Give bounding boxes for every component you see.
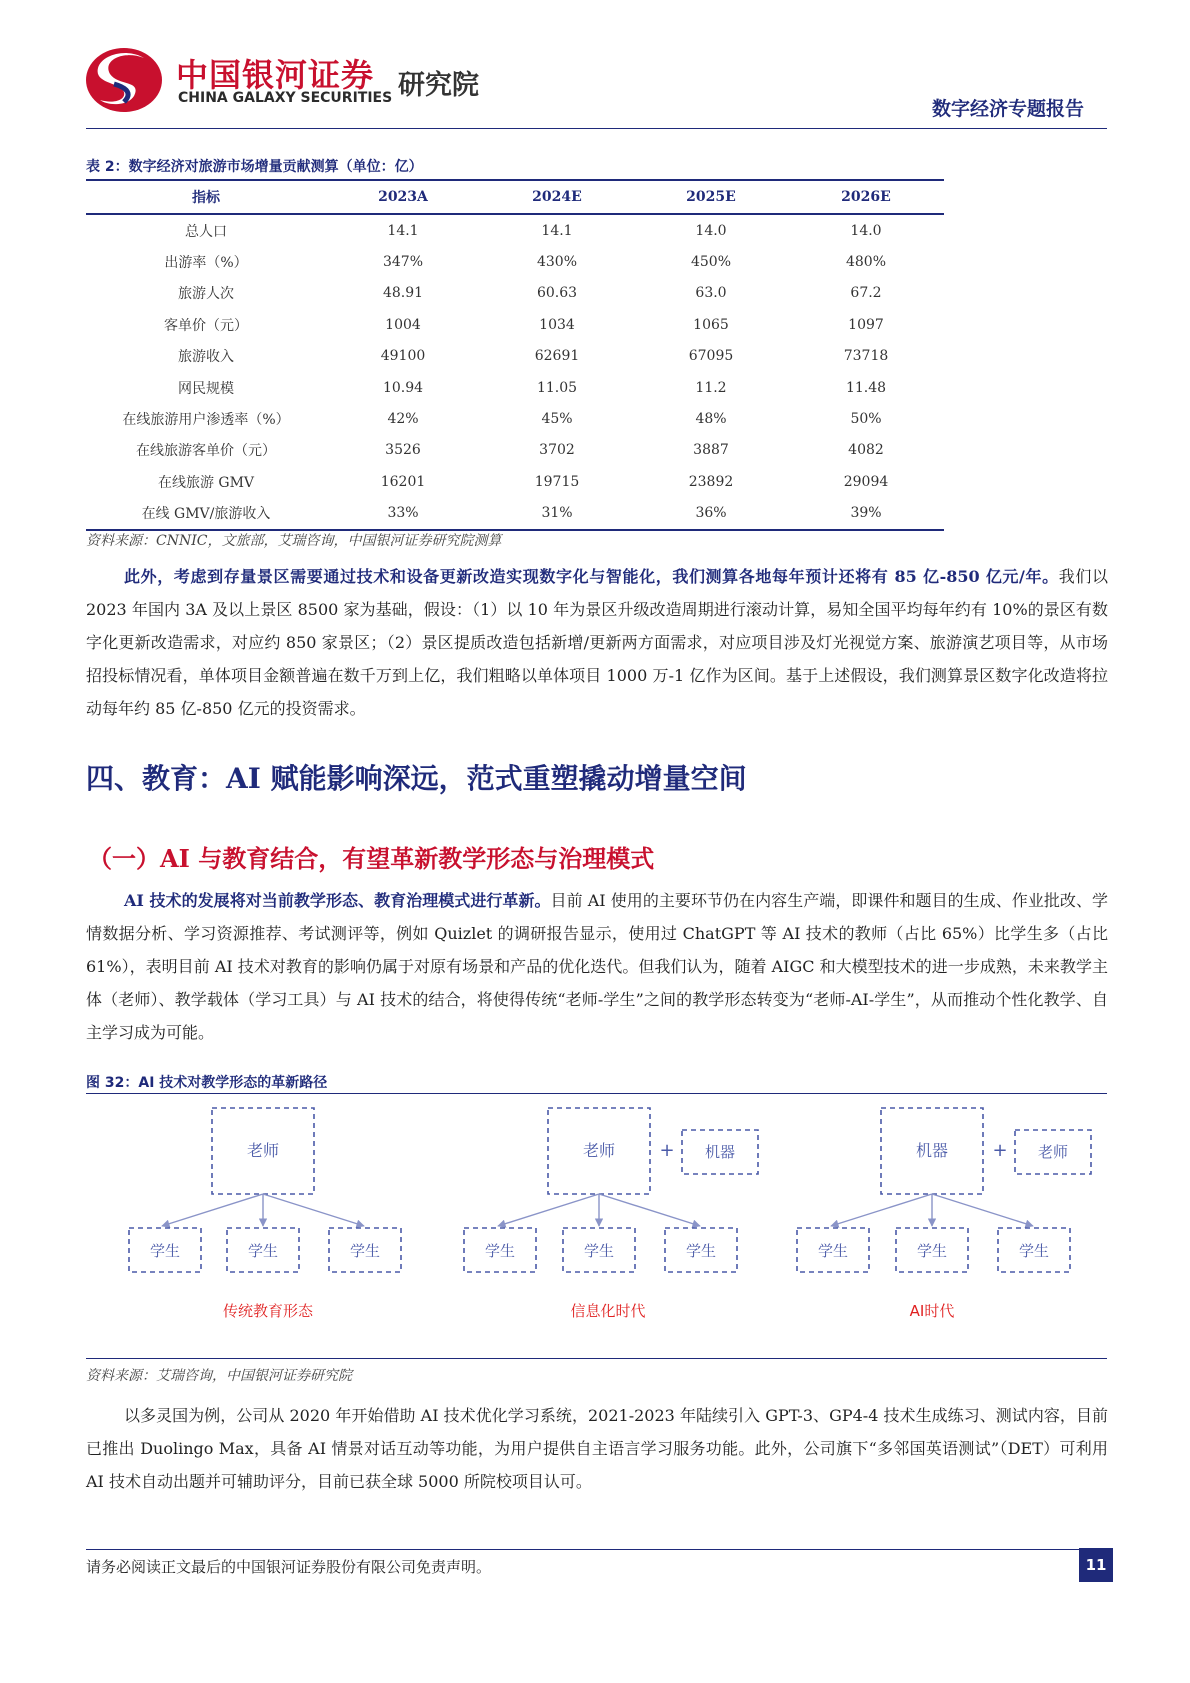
top-box-label: 机器 — [915, 1141, 949, 1160]
section-heading: 四、教育：AI 赋能影响深远，范式重塑撬动增量空间 — [86, 762, 747, 795]
connector-arrow — [932, 1194, 1033, 1226]
student-label: 学生 — [916, 1242, 948, 1260]
table-row — [86, 246, 944, 277]
page-number: 11 — [1079, 1548, 1113, 1582]
table-cell: 旅游人次 — [178, 286, 234, 303]
table-cell: 出游率（%） — [164, 255, 248, 272]
table-cell: 19715 — [534, 473, 580, 490]
table-cell: 在线旅游用户渗透率（%） — [122, 412, 290, 429]
paragraph-body: 我们以 2023 年国内 3A 及以上景区 8500 家为基础，假设：（1）以 10 年为景区升级改造周期进行滚动计算，易知全国平均每年约有 10%的景区有数字化更新改造需求，对应约 850 家景区；（2）景区提质改造包括新增/更新两方面需求，对应项目涉及灯光视觉方案、旅游演艺项目等，从市场招投标情况看，单体项目金额普遍在数千万到上亿，我们粗略以单体项目 1000 万-1 亿作为区间。基于上述假设，我们测算景区数字化改造将拉动每年约 85 亿-850 亿元的投资需求。 — [86, 567, 1108, 718]
teaching-evolution-diagram — [86, 1094, 1107, 1358]
top-box-label: 老师 — [246, 1141, 280, 1160]
paragraph-lead: AI 技术的发展将对当前教学形态、教育治理模式进行革新。 — [124, 891, 551, 910]
table-cell: 旅游收入 — [178, 349, 234, 366]
student-label: 学生 — [817, 1242, 849, 1260]
table-cell: 50% — [850, 411, 882, 428]
figure-rule-bottom — [86, 1358, 1107, 1359]
table-cell: 在线旅游客单价（元） — [136, 443, 276, 460]
student-label: 学生 — [247, 1242, 279, 1260]
student-label: 学生 — [583, 1242, 615, 1260]
table-cell: 63.0 — [695, 285, 727, 302]
table-cell: 42% — [387, 411, 419, 428]
table-cell: 客单价（元） — [164, 317, 248, 334]
side-box-label: 老师 — [1037, 1143, 1069, 1161]
figure-caption: 图 32：AI 技术对教学形态的革新路径 — [86, 1075, 328, 1091]
plus-sign: + — [659, 1140, 675, 1161]
table-row — [86, 403, 944, 434]
table-row — [86, 372, 944, 403]
student-label: 学生 — [1018, 1242, 1050, 1260]
table-cell: 430% — [536, 254, 578, 271]
subsection-heading: （一）AI 与教育结合，有望革新教学形态与治理模式 — [88, 844, 655, 873]
table-cell: 3702 — [539, 442, 575, 459]
column-header: 2026E — [788, 180, 944, 214]
student-label: 学生 — [149, 1242, 181, 1260]
table-cell: 1034 — [539, 316, 575, 333]
paragraph-scenic-digitalization — [86, 560, 1108, 725]
panel-label: 信息化时代 — [570, 1302, 646, 1320]
connector-arrow — [599, 1194, 700, 1226]
table-cell: 49100 — [380, 348, 426, 365]
table-row — [86, 278, 944, 309]
column-header: 2023A — [326, 180, 480, 214]
paragraph-body: 以多灵国为例，公司从 2020 年开始借助 AI 技术优化学习系统，2021-2023 年陆续引入 GPT-3、GP4-4 技术生成练习、测试内容，目前已推出 Duolingo Max，具备 AI 情景对话互动等功能，为用户提供自主语言学习服务功能。此外，公司旗下“多邻国英语测试”（DET）可利用 AI 技术自动出题并可辅助评分，目前已获全球 5000 所院校项目认可。 — [86, 1406, 1108, 1491]
table-cell: 73718 — [843, 348, 889, 365]
table-row — [86, 214, 944, 246]
student-label: 学生 — [349, 1242, 381, 1260]
student-label: 学生 — [685, 1242, 717, 1260]
paragraph-lead: 此外，考虑到存量景区需要通过技术和设备更新改造实现数字化与智能化，我们测算各地每年预计还将有 85 亿-850 亿元/年。 — [124, 567, 1059, 586]
table-row — [86, 498, 944, 530]
table-cell: 3526 — [385, 442, 421, 459]
table-cell: 1065 — [693, 316, 729, 333]
data-table — [86, 179, 944, 531]
table-row — [86, 341, 944, 372]
panel-label: 传统教育形态 — [222, 1302, 314, 1320]
table-cell: 36% — [634, 498, 788, 530]
table-cell: 48.91 — [382, 285, 424, 302]
table-cell: 347% — [382, 254, 424, 271]
diagram-panel-traditional — [129, 1108, 401, 1320]
figure-source: 资料来源：艾瑞咨询，中国银河证券研究院 — [86, 1368, 352, 1384]
table-cell: 11.05 — [536, 379, 578, 396]
table-cell: 总人口 — [185, 223, 227, 240]
paragraph-body: 目前 AI 使用的主要环节仍在内容生产端，即课件和题目的生成、作业批改、学情数据分析、学习资源推荐、考试测评等，例如 Quizlet 的调研报告显示，使用过 ChatGPT 等 AI 技术的教师（占比 65%）比学生多（占比 61%），表明目前 AI 技术对教育的影响仍属于对原有场景和产品的优化迭代。但我们认为，随着 AIGC 和大模型技术的进一步成熟，未来教学主体（老师）、教学载体（学习工具）与 AI 技术的结合，将使得传统“老师-学生”之间的教学形态转变为“老师-AI-学生”，从而推动个性化教学、自主学习成为可能。 — [86, 891, 1108, 1042]
table-caption: 表 2：数字经济对旅游市场增量贡献测算（单位：亿） — [86, 159, 423, 175]
table-cell: 31% — [480, 498, 634, 530]
galaxy-logo-icon — [84, 44, 164, 114]
table-cell: 16201 — [380, 473, 426, 490]
column-header: 2024E — [480, 180, 634, 214]
table-cell: 11.2 — [695, 379, 727, 396]
table-cell: 4082 — [848, 442, 884, 459]
column-header: 指标 — [86, 180, 326, 214]
table-cell: 39% — [788, 498, 944, 530]
table-cell: 14.0 — [850, 222, 882, 239]
student-label: 学生 — [484, 1242, 516, 1260]
plus-sign: + — [992, 1140, 1008, 1161]
table-cell: 1004 — [385, 316, 421, 333]
connector-arrow — [498, 1194, 599, 1226]
brand-name-cn: 中国银河证券 — [176, 56, 375, 94]
table-cell: 网民规模 — [178, 380, 234, 397]
table-source: 资料来源：CNNIC，文旅部，艾瑞咨询，中国银河证券研究院测算 — [86, 533, 502, 549]
panel-label: AI时代 — [909, 1302, 955, 1320]
side-box-label: 机器 — [704, 1143, 736, 1161]
table-cell: 45% — [541, 411, 573, 428]
table-cell: 450% — [690, 254, 732, 271]
connector-arrow — [831, 1194, 932, 1226]
table-cell: 60.63 — [536, 285, 578, 302]
paragraph-duolingo — [86, 1399, 1108, 1498]
table-cell: 480% — [845, 254, 887, 271]
table-row — [86, 466, 944, 497]
footer-disclaimer: 请务必阅读正文最后的中国银河证券股份有限公司免责声明。 — [86, 1558, 492, 1576]
table-cell: 67.2 — [850, 285, 882, 302]
top-box-label: 老师 — [582, 1141, 616, 1160]
table-cell: 67095 — [688, 348, 734, 365]
column-header: 2025E — [634, 180, 788, 214]
table-cell: 29094 — [843, 473, 889, 490]
table-cell: 33% — [326, 498, 480, 530]
table-cell: 3887 — [693, 442, 729, 459]
diagram-panel-ai-era — [797, 1108, 1091, 1320]
connector-arrow — [263, 1194, 364, 1226]
table-cell: 11.48 — [845, 379, 887, 396]
table-cell: 14.1 — [387, 222, 419, 239]
table-row — [86, 309, 944, 340]
table-cell: 14.0 — [695, 222, 727, 239]
table-cell: 62691 — [534, 348, 580, 365]
report-type: 数字经济专题报告 — [931, 98, 1084, 120]
table-cell: 1097 — [848, 316, 884, 333]
table-row — [86, 435, 944, 466]
table-cell: 10.94 — [382, 379, 424, 396]
paragraph-ai-education — [86, 884, 1108, 1049]
connector-arrow — [162, 1194, 263, 1226]
table-cell: 在线 GMV/旅游收入 — [86, 498, 326, 530]
table-cell: 23892 — [688, 473, 734, 490]
footer-rule — [86, 1549, 1107, 1550]
header-rule — [86, 128, 1107, 129]
diagram-panel-informatization — [464, 1108, 758, 1320]
institute-name: 研究院 — [398, 70, 479, 101]
table-header-row — [86, 180, 944, 214]
table-cell: 48% — [695, 411, 727, 428]
brand-name-en: CHINA GALAXY SECURITIES — [178, 90, 393, 106]
table-cell: 在线旅游 GMV — [157, 474, 255, 491]
table-cell: 14.1 — [541, 222, 573, 239]
